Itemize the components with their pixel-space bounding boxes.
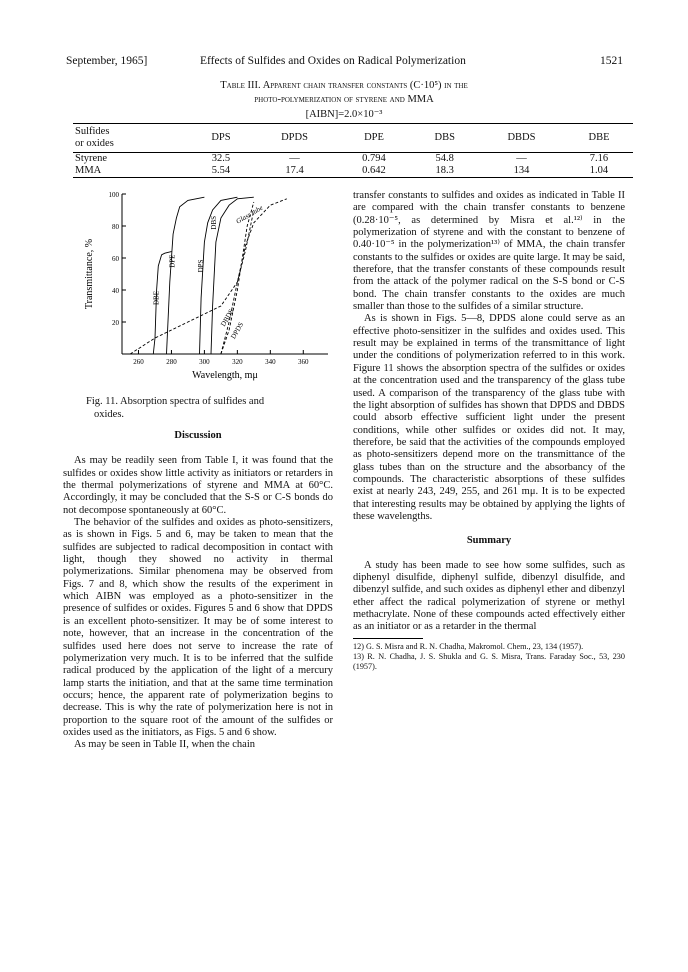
footnote: 12) G. S. Misra and R. N. Chadha, Makromol. Chem., 23, 134 (1957). — [353, 641, 584, 651]
table-col-header: DPS — [211, 132, 231, 143]
series-line-glass-tube — [221, 199, 287, 354]
x-tick-label: 340 — [265, 358, 276, 366]
paragraph: The behavior of the sulfides and oxides as photo-sensitizers, as is shown in Figs. 5 and 6, may be taken to mean that the sulfides are subjected to radical decomposition in contact with light, though they showed no activity in thermal polymerizations. Similar phenomena may be observed from Figs. 7 and 8, which show the results of the experiment in which AIBN was employed as a photo-sensitizer in the presence of sulfides or oxides. Figures 5 and 6 show that DPDS is an excellent photo-sensitizer. It may be of some interest to note, however, that an increase in the concentration of the sulfides used here does not serve to increase the rate of polymerization very much. It is to be inferred that the sulfide radical produced by the application of the light of a mercury lamp starts the initiation, and that at the same time termination occurs; hence, the apparent rate of polymerization begins to decrease. This is why the rate of polymerization here is not in proportion to the square root of the amount of the sulfides or oxides used as the initiators, as Figs. 5 and 6 show. — [63, 517, 333, 738]
table-row — [73, 153, 633, 166]
table-col-header: DBS — [434, 132, 455, 143]
table-cell: 32.5 — [211, 153, 231, 164]
curve-label: DPS — [196, 259, 205, 273]
series-line-dpe — [167, 197, 205, 354]
curve-label: DPE — [168, 254, 177, 268]
table-cell: 134 — [513, 165, 530, 176]
running-header-date: September, 1965] — [66, 55, 148, 67]
table-header-label-2: or oxides — [75, 138, 114, 149]
footnote-rule — [353, 638, 423, 639]
curve-label: DBDS — [219, 307, 236, 328]
table-cell: 7.16 — [589, 153, 609, 164]
table-col-header: DPE — [364, 132, 384, 143]
table-cell: 1.04 — [589, 165, 609, 176]
right-column — [353, 190, 625, 672]
summary-heading: Summary — [466, 535, 512, 547]
table-cell: 17.4 — [285, 165, 304, 176]
y-tick-label: 60 — [112, 255, 119, 263]
curve-label: DBE — [152, 291, 161, 305]
table-cell: 0.794 — [362, 153, 386, 164]
table-header-row — [73, 124, 633, 153]
x-tick-label: 300 — [199, 358, 210, 366]
table-cell: — — [289, 153, 300, 164]
table-row — [73, 165, 633, 178]
table-caption-line2: photo-polymerization of styrene and MMA — [254, 94, 434, 105]
x-axis-title: Wavelength, mμ — [192, 370, 258, 381]
table-iii — [73, 123, 633, 178]
paragraph: As is shown in Figs. 5—8, DPDS alone could serve as an effective photo-sensitizer in the sulfides and oxides used. This result may be explained in terms of the transmittance of light under the conditions of polymerization referred to in this work. Figure 11 shows the absorption spectra of the sulfides or oxides at the concentration used and the transparency of the glass tube used. A comparison of the transparency of the glass tube with the light absorption of sulfides has shown that DPDS and DBDS could absorb effective sufficient light under the present conditions, while other sulfides or oxides did not. It may, therefore, be said that the activities of the compounds employed as photo-sensitizers depend more on the transmittance of the glass tubes than on the structure and the absorbancy of the compounds. The characteristic absorptions of these sulfides exist at nearly 243, 249, 255, and 261 mμ. It is to be expected that interesting results may be obtained by applying the lights of these wavelengths. — [353, 313, 625, 522]
table-cell: 18.3 — [435, 165, 454, 176]
y-tick-label: 40 — [112, 287, 119, 295]
running-header-title: Effects of Sulfides and Oxides on Radical Polymerization — [200, 55, 466, 67]
footnote: 13) R. N. Chadha, J. S. Shukla and G. S. Misra, Trans. Faraday Soc., 53, 230 (1957). — [353, 651, 625, 671]
paragraph: A study has been made to see how some sulfides, such as diphenyl disulfide, diphenyl sulfide, dibenzyl disulfide, and dibenzyl sulfide, and such oxides as diphenyl ether and dibenzyl ether affect the radical polymerization of styrene or methyl methacrylate. None of these compounds acted effectively either as an initiator or as a retarder in the thermal — [353, 559, 625, 633]
figure-caption-line2: oxides. — [94, 409, 125, 420]
left-column — [63, 430, 333, 752]
paragraph: As may be seen in Table II, when the chain — [74, 739, 256, 751]
y-tick-label: 100 — [108, 191, 119, 199]
page-number: 1521 — [600, 55, 623, 67]
table-caption-line3: [AIBN]=2.0×10⁻³ — [305, 109, 383, 120]
figure-curves — [130, 197, 287, 354]
y-axis-title: Transmittance, % — [84, 238, 95, 310]
table-row-label: MMA — [75, 165, 102, 176]
y-tick-label: 20 — [112, 319, 119, 327]
y-tick-label: 80 — [112, 223, 119, 231]
x-tick-label: 360 — [298, 358, 309, 366]
table-cell: 54.8 — [435, 153, 454, 164]
x-tick-label: 260 — [133, 358, 144, 366]
table-cell: 5.54 — [211, 165, 231, 176]
paragraph: transfer constants to sulfides and oxides as indicated in Table II are compared with the chain transfer constants to benzene (0.28·10⁻⁵, as determined by Misra et al.¹²⁾ in the polymerization of styrene and with the constant to benzene of 0.40·10⁻⁵ in the polymerization¹³⁾ of MMA, the chain transfer constants to the sulfides or oxides are quite large. It may be said, therefore, that the transfer constants of these compounds result from the attack of the polymer radical on the S-S bond or C-S bond. The chain transfer constants to the oxides are much smaller than those to the sulfides of a similar structure. — [353, 190, 625, 313]
x-tick-label: 320 — [232, 358, 243, 366]
table-col-header: DBE — [588, 132, 610, 143]
table-cell: 0.642 — [362, 165, 386, 176]
paragraph: As may be readily seen from Table I, it was found that the sulfides or oxides show little activity as initiators or retarders in the thermal polymerizations of styrene and MMA at 60°C. Accordingly, it may be concluded that the S-S or C-S bonds do not decompose spontaneously at 60°C. — [63, 455, 333, 516]
table-col-header: DBDS — [507, 132, 536, 143]
table-row-label: Styrene — [75, 153, 108, 164]
curve-label: DBS — [209, 215, 218, 230]
curve-label: Glass tube — [234, 203, 265, 226]
figure-caption-line1: Fig. 11. Absorption spectra of sulfides and — [86, 396, 265, 407]
x-tick-label: 280 — [166, 358, 177, 366]
table-caption-line1: Table III. Apparent chain transfer constants (C·10⁵) in the — [220, 80, 468, 91]
table-cell: — — [516, 153, 527, 164]
table-col-header: DPDS — [281, 132, 308, 143]
table-header-label-1: Sulfides — [75, 126, 110, 137]
figure-axes — [84, 191, 328, 381]
discussion-heading: Discussion — [174, 430, 222, 441]
absorption-spectra-figure — [66, 186, 338, 386]
curve-label: DPDS — [229, 320, 246, 341]
